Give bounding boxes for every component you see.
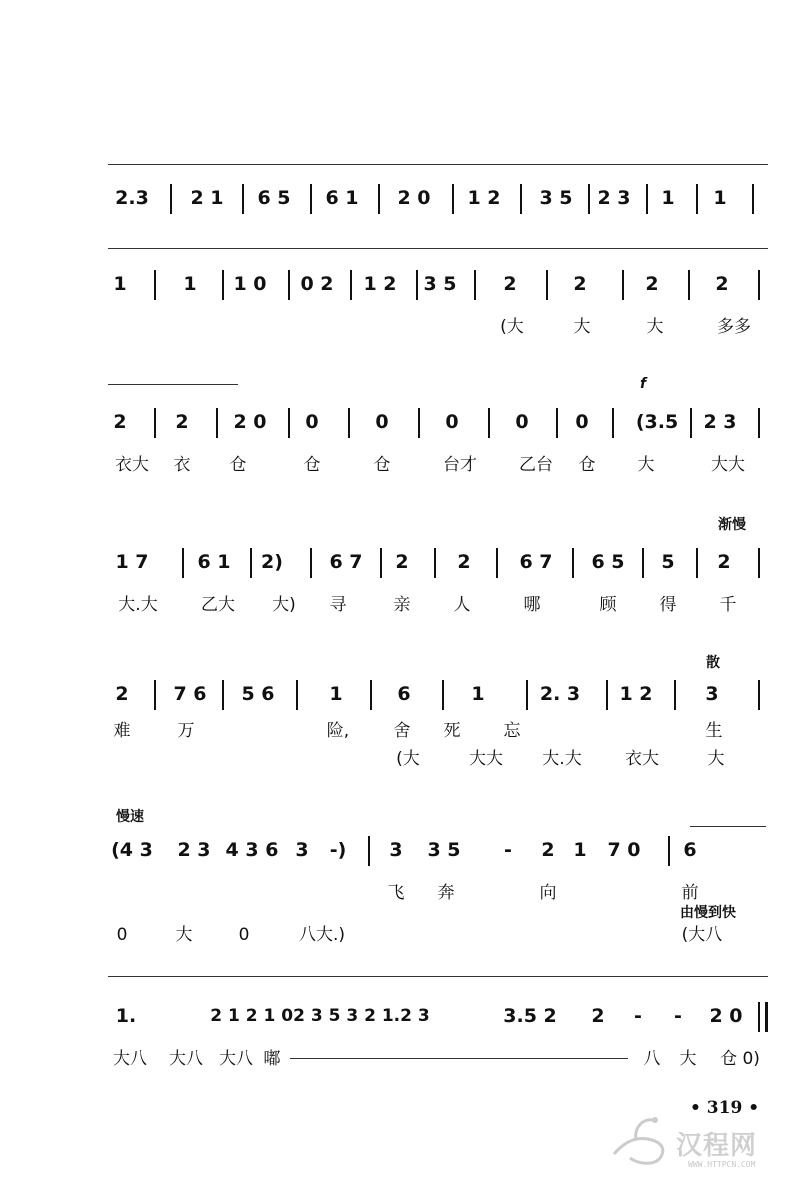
lyric-syllable: 亲 bbox=[393, 595, 411, 615]
notation-row-5 bbox=[112, 674, 772, 714]
note: 2 bbox=[503, 273, 517, 295]
lyric-syllable: (大 bbox=[396, 749, 420, 769]
note: 3 bbox=[705, 683, 719, 705]
note: 2 1 bbox=[190, 187, 224, 209]
barline bbox=[368, 836, 370, 866]
lyric-syllable: 大 bbox=[646, 317, 664, 337]
lyric-syllable: 顾 bbox=[599, 595, 617, 615]
barline bbox=[222, 680, 224, 710]
barline bbox=[310, 548, 312, 578]
watermark-brand: 汉程网 bbox=[676, 1131, 758, 1161]
note: 5 bbox=[661, 551, 675, 573]
lyric-syllable: 仓 0) bbox=[720, 1049, 760, 1069]
note: 1 2 bbox=[619, 683, 653, 705]
note: 3 5 bbox=[539, 187, 573, 209]
barline bbox=[348, 408, 350, 438]
barline bbox=[380, 548, 382, 578]
dynamic-forte: f bbox=[640, 376, 647, 392]
note: 1 7 bbox=[115, 551, 149, 573]
note: 1 bbox=[713, 187, 727, 209]
lyric-syllable: 仓 bbox=[373, 455, 391, 475]
notation-row-6 bbox=[112, 830, 772, 870]
lyric-syllable: 飞 bbox=[387, 883, 405, 903]
note: 5 6 bbox=[241, 683, 275, 705]
lyric-syllable: (大 bbox=[500, 317, 524, 337]
staff-tie bbox=[690, 826, 766, 827]
lyric-syllable: 向 bbox=[539, 883, 557, 903]
barline bbox=[496, 548, 498, 578]
note: 4 3 6 bbox=[225, 839, 279, 861]
note: 2 0 bbox=[233, 411, 267, 433]
barline bbox=[606, 680, 608, 710]
note: 3 bbox=[389, 839, 403, 861]
lyric-syllable: 仓 bbox=[578, 455, 596, 475]
note: 0 bbox=[305, 411, 319, 433]
lyric-syllable: 大.大 bbox=[118, 595, 158, 615]
barline bbox=[170, 184, 172, 214]
note: 2. 3 bbox=[539, 683, 581, 705]
note: 6 bbox=[683, 839, 697, 861]
lyric-syllable: 哪 bbox=[523, 595, 541, 615]
note: 6 7 bbox=[519, 551, 553, 573]
lyric-syllable: 死 bbox=[443, 721, 461, 741]
barline bbox=[370, 680, 372, 710]
lyric-syllable: 八大.) bbox=[298, 925, 346, 945]
barline bbox=[758, 680, 760, 710]
lyric-syllable: 难 bbox=[113, 721, 131, 741]
note: 6 1 bbox=[325, 187, 359, 209]
lyric-syllable: 仓 bbox=[303, 455, 321, 475]
lyric-syllable: 衣 bbox=[173, 455, 191, 475]
percussion-line-5 bbox=[112, 744, 772, 774]
note: 1. bbox=[115, 1005, 137, 1027]
note: 1 0 bbox=[233, 273, 267, 295]
barline bbox=[526, 680, 528, 710]
note: 2 bbox=[115, 683, 129, 705]
lyric-syllable: 八 bbox=[643, 1049, 661, 1069]
lyric-syllable: 舍 bbox=[393, 721, 411, 741]
barline bbox=[350, 270, 352, 300]
barline bbox=[696, 548, 698, 578]
notation-row-3 bbox=[112, 402, 772, 442]
note: 2 bbox=[175, 411, 189, 433]
barline bbox=[182, 548, 184, 578]
note: 2 bbox=[591, 1005, 605, 1027]
barline bbox=[418, 408, 420, 438]
note: 3.5 2 bbox=[503, 1005, 557, 1027]
note: 2 1 2 1 02 3 5 3 2 1.2 3 bbox=[210, 1006, 430, 1026]
lyric-syllable: 大八 bbox=[219, 1049, 253, 1069]
barline bbox=[296, 680, 298, 710]
lyric-syllable: 嘟 bbox=[263, 1049, 281, 1069]
barline bbox=[288, 270, 290, 300]
lyric-syllable: 仓 bbox=[229, 455, 247, 475]
barline bbox=[688, 270, 690, 300]
lyric-syllable: 大 bbox=[175, 925, 193, 945]
lyric-syllable: 险, bbox=[326, 721, 350, 741]
note: 1 bbox=[573, 839, 587, 861]
lyric-syllable: 人 bbox=[453, 595, 471, 615]
notation-row-2 bbox=[112, 264, 772, 304]
lyric-syllable: 0 bbox=[116, 925, 128, 945]
lyric-syllable: 大) bbox=[272, 595, 296, 615]
barline bbox=[758, 408, 760, 438]
lyric-syllable: 大大 bbox=[469, 749, 503, 769]
staff-tie bbox=[108, 976, 768, 977]
note: (3.5 bbox=[635, 411, 679, 433]
note: -) bbox=[329, 839, 347, 861]
lyric-syllable: (大八 bbox=[681, 925, 723, 945]
barline bbox=[674, 680, 676, 710]
note: 7 6 bbox=[173, 683, 207, 705]
barline bbox=[752, 184, 754, 214]
tempo-mark: 慢速 bbox=[116, 809, 144, 825]
barline bbox=[378, 184, 380, 214]
barline bbox=[288, 408, 290, 438]
note: 2 bbox=[715, 273, 729, 295]
note: 0 bbox=[575, 411, 589, 433]
notation-row-4 bbox=[112, 542, 772, 582]
note: 0 bbox=[375, 411, 389, 433]
barline bbox=[154, 408, 156, 438]
lyric-syllable: 大八 bbox=[169, 1049, 203, 1069]
barline bbox=[520, 184, 522, 214]
note: 3 5 bbox=[423, 273, 457, 295]
lyric-syllable: 0 bbox=[238, 925, 250, 945]
roll-line bbox=[290, 1058, 628, 1059]
lyric-syllable: 台才 bbox=[443, 455, 477, 475]
lyric-line-6 bbox=[112, 878, 772, 908]
percussion-line-6 bbox=[112, 920, 772, 950]
percussion-line-7 bbox=[112, 1044, 772, 1074]
lyric-syllable: 大 bbox=[707, 749, 725, 769]
barline bbox=[154, 270, 156, 300]
barline bbox=[646, 184, 648, 214]
watermark-url: WWW.HTTPCN.COM bbox=[688, 1160, 756, 1169]
note: 6 5 bbox=[257, 187, 291, 209]
note: - bbox=[504, 839, 512, 861]
note: 7 0 bbox=[607, 839, 641, 861]
barline bbox=[572, 548, 574, 578]
barline bbox=[622, 270, 624, 300]
barline bbox=[556, 408, 558, 438]
barline bbox=[216, 408, 218, 438]
lyric-line-4 bbox=[112, 590, 772, 620]
barline bbox=[758, 548, 760, 578]
note: 1 bbox=[661, 187, 675, 209]
tempo-mark: 渐慢 bbox=[718, 517, 746, 533]
barline bbox=[488, 408, 490, 438]
note: 2 bbox=[573, 273, 587, 295]
note: 6 bbox=[397, 683, 411, 705]
note: 0 bbox=[445, 411, 459, 433]
lyric-syllable: 大 bbox=[679, 1049, 697, 1069]
note: 2 3 bbox=[597, 187, 631, 209]
note: 3 bbox=[295, 839, 309, 861]
lyric-syllable: 千 bbox=[719, 595, 737, 615]
notation-row-1 bbox=[112, 178, 772, 218]
barline bbox=[668, 836, 670, 866]
note: - bbox=[634, 1005, 642, 1027]
note: 2 0 bbox=[397, 187, 431, 209]
barline bbox=[416, 270, 418, 300]
note: (4 3 bbox=[111, 839, 153, 861]
final-barline bbox=[758, 1002, 768, 1032]
note: 2 bbox=[395, 551, 409, 573]
note: 0 2 bbox=[300, 273, 334, 295]
lyric-syllable: 寻 bbox=[329, 595, 347, 615]
note: 2 3 bbox=[703, 411, 737, 433]
lyric-syllable: 大 bbox=[573, 317, 591, 337]
lyric-syllable: 得 bbox=[659, 595, 677, 615]
crane-logo-icon bbox=[608, 1110, 672, 1170]
staff-tie bbox=[108, 164, 768, 165]
note: 1 bbox=[183, 273, 197, 295]
lyric-syllable: 衣大 bbox=[115, 455, 149, 475]
lyric-syllable: 忘 bbox=[503, 721, 521, 741]
note: 6 5 bbox=[591, 551, 625, 573]
tempo-mark: 散 bbox=[706, 655, 720, 671]
lyric-syllable: 多多 bbox=[717, 317, 751, 337]
barline bbox=[546, 270, 548, 300]
percussion-line-2 bbox=[112, 312, 772, 342]
percussion-line-3 bbox=[112, 450, 772, 480]
lyric-syllable: 大大 bbox=[711, 455, 745, 475]
page-number: • 319 • bbox=[690, 1098, 760, 1118]
note: 2) bbox=[261, 551, 283, 573]
note: 2.3 bbox=[115, 187, 149, 209]
note: 0 bbox=[515, 411, 529, 433]
lyric-line-5 bbox=[112, 716, 772, 746]
note: 2 3 bbox=[177, 839, 211, 861]
note: 2 0 bbox=[709, 1005, 743, 1027]
staff-tie bbox=[108, 384, 238, 385]
note: 1 2 bbox=[363, 273, 397, 295]
note: 1 2 bbox=[467, 187, 501, 209]
barline bbox=[242, 184, 244, 214]
barline bbox=[250, 548, 252, 578]
note: 1 bbox=[329, 683, 343, 705]
note: 2 bbox=[541, 839, 555, 861]
lyric-syllable: 乙台 bbox=[519, 455, 553, 475]
lyric-syllable: 大 bbox=[637, 455, 655, 475]
lyric-syllable: 前 bbox=[681, 883, 699, 903]
barline bbox=[642, 548, 644, 578]
lyric-syllable: 大八 bbox=[113, 1049, 147, 1069]
note: 6 1 bbox=[197, 551, 231, 573]
lyric-syllable: 生 bbox=[705, 721, 723, 741]
note: 2 bbox=[645, 273, 659, 295]
barline bbox=[310, 184, 312, 214]
note: 3 5 bbox=[427, 839, 461, 861]
barline bbox=[758, 270, 760, 300]
barline bbox=[474, 270, 476, 300]
lyric-syllable: 奔 bbox=[437, 883, 455, 903]
note: - bbox=[674, 1005, 682, 1027]
staff-tie bbox=[108, 248, 768, 249]
barline bbox=[442, 680, 444, 710]
notation-row-7 bbox=[112, 996, 772, 1036]
lyric-syllable: 衣大 bbox=[625, 749, 659, 769]
lyric-syllable: 乙大 bbox=[201, 595, 235, 615]
barline bbox=[690, 408, 692, 438]
lyric-syllable: 万 bbox=[177, 721, 195, 741]
barline bbox=[222, 270, 224, 300]
barline bbox=[452, 184, 454, 214]
barline bbox=[588, 184, 590, 214]
note: 2 bbox=[457, 551, 471, 573]
barline bbox=[434, 548, 436, 578]
barline bbox=[154, 680, 156, 710]
note: 2 bbox=[113, 411, 127, 433]
note: 1 bbox=[471, 683, 485, 705]
note: 6 7 bbox=[329, 551, 363, 573]
barline bbox=[612, 408, 614, 438]
note: 1 bbox=[113, 273, 127, 295]
tempo-mark: 由慢到快 bbox=[680, 905, 736, 921]
note: 2 bbox=[717, 551, 731, 573]
barline bbox=[696, 184, 698, 214]
lyric-syllable: 大.大 bbox=[542, 749, 582, 769]
